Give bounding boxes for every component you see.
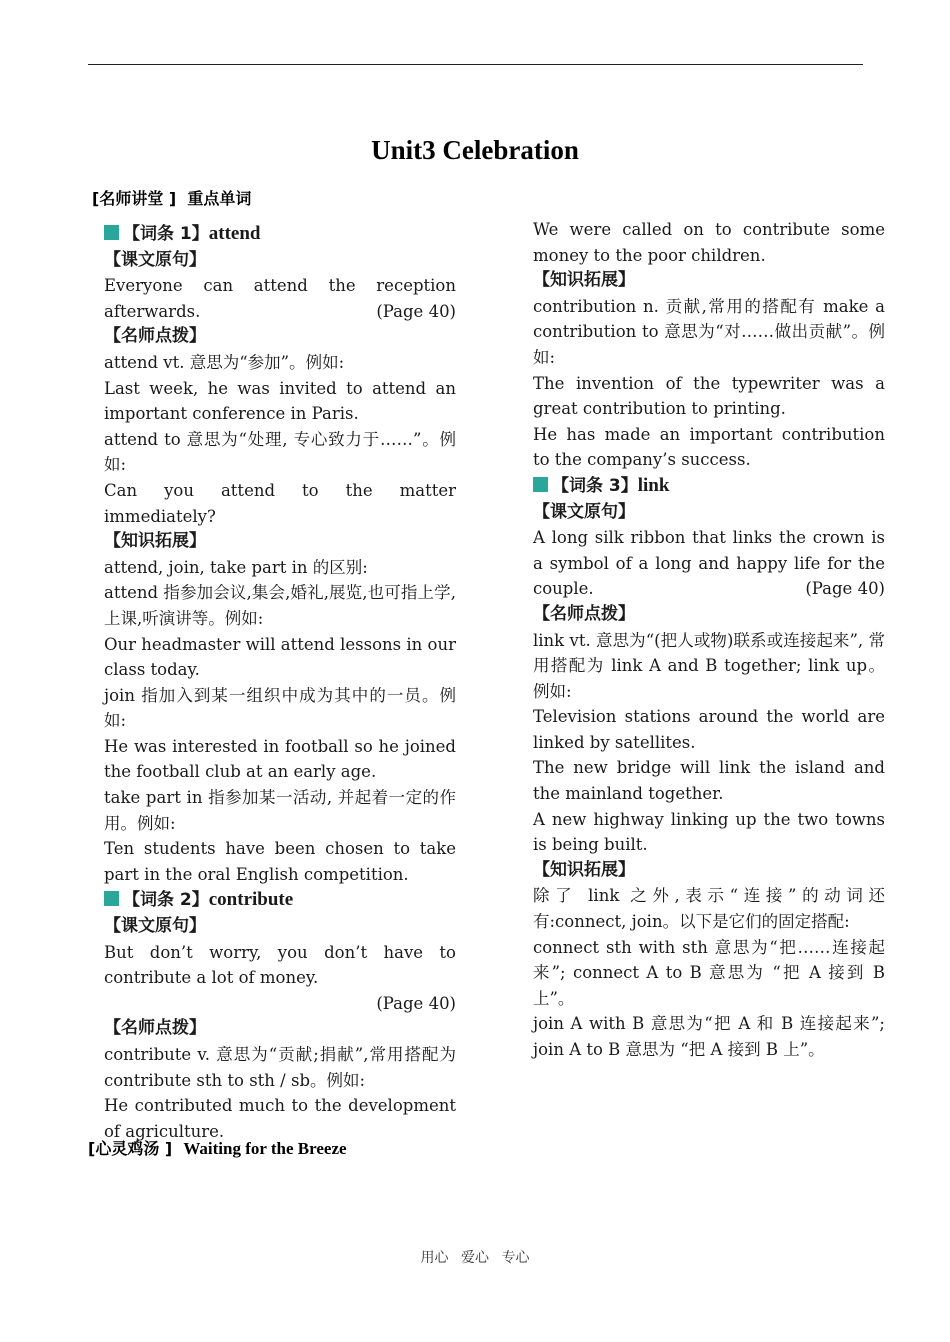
subheading-knowledge-extension: 【知识拓展】 [104,531,206,552]
example-sentence: He contributed much to the development of agriculture. [104,1096,456,1141]
paragraph: attend 指参加会议,集会,婚礼,展览,也可指上学,上课,听演讲等。例如: [104,583,456,628]
paragraph: attend, join, take part in 的区别: [104,557,368,577]
page-title: Unit3 Celebration [371,135,579,165]
paragraph: 除了 link 之外,表示“连接”的动词还有:connect, join。以下是它们的固定搭配: [533,886,885,932]
example-sentence: Can you attend to the matter immediately? [104,480,456,526]
page-reference: (Page 40) [805,579,885,599]
header-rule [88,64,863,65]
section-label: Waiting for the Breeze [183,1139,347,1158]
subheading-original-sentence: 【课文原句】 [104,249,206,270]
example-sentence: The new bridge will link the island and the mainland together. [533,758,885,804]
subheading-original-sentence: 【课文原句】 [533,501,635,522]
paragraph: contribute v. 意思为“贡献;捐献”,常用搭配为 contribute sth to sth / sb。例如: [104,1045,456,1090]
section-heading-story [88,1136,347,1159]
teal-square-icon [533,477,548,492]
subheading-original-sentence: 【课文原句】 [104,916,206,937]
left-column [104,221,456,1144]
teal-square-icon [104,891,119,906]
example-sentence: Our headmaster will attend lessons in our class today. [104,634,456,680]
page-reference: (Page 40) [376,993,456,1013]
section-label: 重点单词 [187,189,252,208]
paragraph: link vt. 意思为“(把人或物)联系或连接起来”, 常用搭配为 link A and B together; link up。 例如: [533,630,885,701]
right-column [533,217,885,1063]
example-sentence: Television stations around the world are linked by satellites. [533,707,885,752]
example-sentence: Last week, he was invited to attend an important conference in Paris. [104,378,456,424]
paragraph: connect sth with sth 意思为“把……连接起来”; connect A to B 意思为 “把 A 接到 B 上”。 [533,937,885,1008]
paragraph: join A with B 意思为“把 A 和 B 连接起来”; join A to B 意思为 “把 A 接到 B 上”。 [533,1014,885,1059]
teal-square-icon [104,225,119,240]
paragraph: attend to 意思为“处理, 专心致力于……”。例如: [104,429,456,475]
page-reference: (Page 40) [376,301,456,321]
subheading-knowledge-extension: 【知识拓展】 [533,859,635,880]
section-heading-key-words [92,186,251,209]
paragraph: take part in 指参加某一活动, 并起着一定的作用。例如: [104,788,456,833]
entry-heading-contribute: 【词条 2】contribute [104,887,456,914]
paragraph: A long silk ribbon that links the crown is a symbol of a long and happy life for the couple. (Page 40) [533,525,885,602]
paragraph: Everyone can attend the reception afterwards. (Page 40) [104,273,456,324]
example-sentence: We were called on to contribute some money to the poor children. [533,220,885,265]
entry-heading-attend: 【词条 1】attend [104,221,456,248]
example-sentence: A new highway linking up the two towns is being built. [533,809,885,855]
entry-heading-link: 【词条 3】link [533,473,885,500]
paragraph: But don’t worry, you don’t have to contribute a lot of money. [104,942,456,988]
subheading-knowledge-extension: 【知识拓展】 [533,270,635,291]
example-sentence: He was interested in football so he joined the football club at an early age. [104,736,456,782]
example-sentence: The invention of the typewriter was a great contribution to printing. [533,373,885,419]
subheading-teacher-tips: 【名师点拨】 [104,1018,206,1039]
paragraph: attend vt. 意思为“参加”。例如: [104,352,345,372]
example-sentence: He has made an important contribution to the company’s success. [533,424,885,470]
paragraph: join 指加入到某一组织中成为其中的一员。例如: [104,685,456,731]
page-footer: 用心 爱心 专心 [420,1250,530,1266]
example-sentence: Ten students have been chosen to take part in the oral English competition. [104,839,456,884]
section-tag: [名师讲堂 ] [92,189,177,208]
subheading-teacher-tips: 【名师点拨】 [533,603,635,624]
paragraph: contribution n. 贡献,常用的搭配有 make a contribution to 意思为“对……做出贡献”。例如: [533,296,885,367]
section-tag: [心灵鸡汤 ] [88,1139,173,1158]
subheading-teacher-tips: 【名师点拨】 [104,326,206,347]
